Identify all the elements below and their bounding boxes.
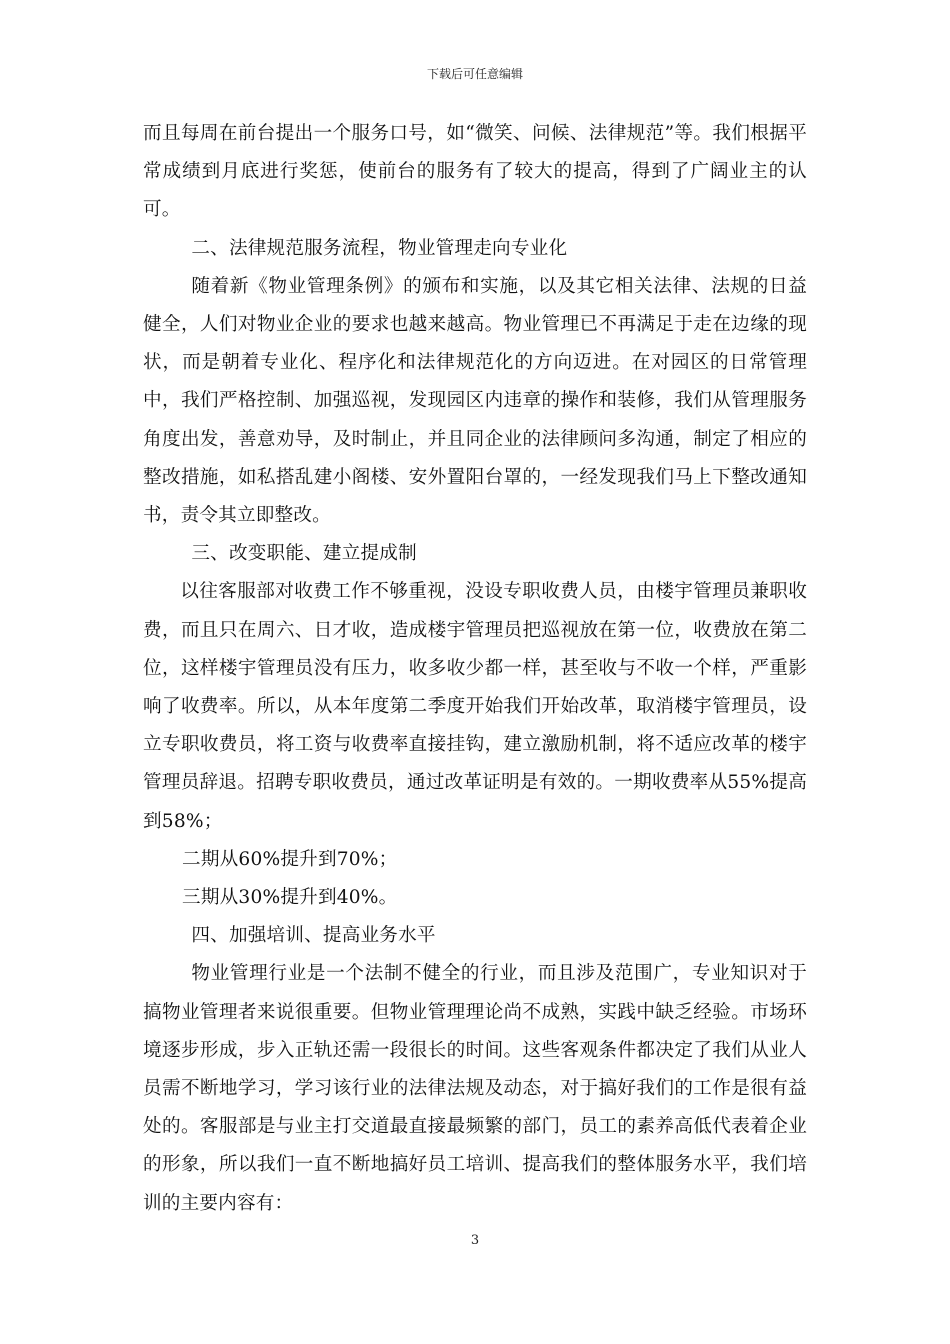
paragraph-property-regulation: 随着新《物业管理条例》的颁布和实施，以及其它相关法律、法规的日益健全，人们对物业企业的要求也越来越高。物业管理已不再满足于走在边缘的现状，而是朝着专业化、程序化和法律规范化的方向迈进。在对园区的日常管理中，我们严格控制、加强巡视，发现园区内违章的操作和装修，我们从管理服务角度出发，善意劝导，及时制止，并且同企业的法律顾问多沟通，制定了相应的整改措施，如私搭乱建小阁楼、安外置阳台罩的，一经发现我们马上下整改通知书，责令其立即整改。 — [143, 275, 807, 527]
paragraph-fee-collection: 以往客服部对收费工作不够重视，没设专职收费人员，由楼宇管理员兼职收费，而且只在周六、日才收，造成楼宇管理员把巡视放在第一位，收费放在第二位，这样楼宇管理员没有压力，收多收少都一样，甚至收与不收一个样，严重影响了收费率。所以，从本年度第二季度开始我们开始改革，取消楼宇管理员，设立专职收费员，将工资与收费率直接挂钩，建立激励机制，将不适应改革的楼宇管理员辞退。招聘专职收费员，通过改革证明是有效的。一期收费率从55%提高到58%； — [143, 581, 807, 832]
paragraph-training: 物业管理行业是一个法制不健全的行业，而且涉及范围广，专业知识对于搞物业管理者来说很重要。但物业管理理论尚不成熟，实践中缺乏经验。市场环境逐步形成，步入正轨还需一段很长的时间。这些客观条件都决定了我们从业人员需不断地学习，学习该行业的法律法规及动态，对于搞好我们的工作是很有益处的。客服部是与业主打交道最直接最频繁的部门，员工的素养高低代表着企业的形象，所以我们一直不断地搞好员工培训、提高我们的整体服务水平，我们培训的主要内容有： — [143, 963, 807, 1214]
paragraph-phase-3: 三期从30%提升到40%。 — [182, 887, 398, 909]
paragraph-front-desk-slogans: 而且每周在前台提出一个服务口号，如“微笑、问候、法律规范”等。我们根据平常成绩到月底进行奖惩，使前台的服务有了较大的提高，得到了广阔业主的认可。 — [143, 123, 807, 221]
page-header: 下载后可任意编辑 — [426, 67, 523, 81]
paragraph-phase-2: 二期从60%提升到70%； — [182, 848, 398, 870]
page-number: 3 — [470, 1233, 480, 1248]
section-heading-4: 四、加强培训、提高业务水平 — [191, 925, 436, 947]
section-heading-2: 二、法律规范服务流程，物业管理走向专业化 — [191, 237, 568, 259]
section-heading-3: 三、改变职能、建立提成制 — [191, 543, 417, 565]
document-body — [143, 115, 807, 1223]
